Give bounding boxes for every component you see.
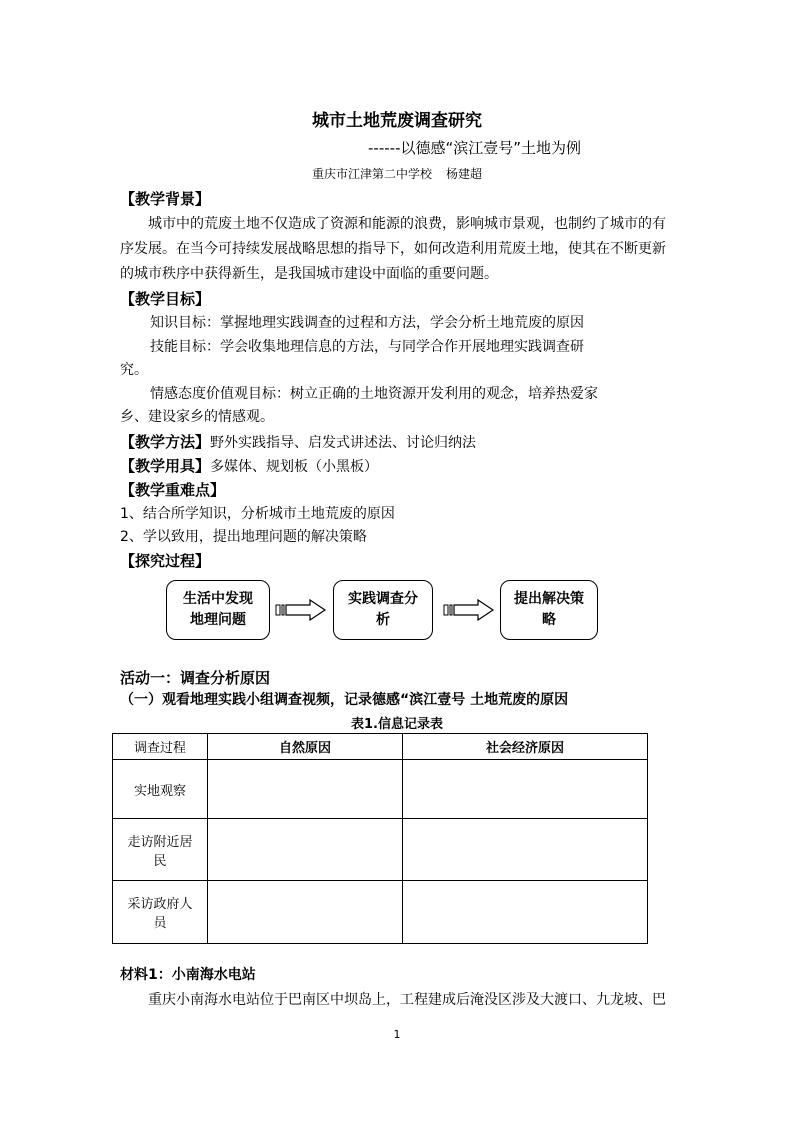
process-step-2 bbox=[333, 580, 433, 640]
table-cell-method bbox=[113, 760, 208, 819]
activity-subheading: （一）观看地理实践小组调查视频，记录德感“滨江壹号 土地荒废的原因 bbox=[120, 692, 569, 708]
table-cell-socioeconomic[interactable] bbox=[403, 819, 648, 881]
goal-emotion-cont: 乡、建设家乡的情感观。 bbox=[120, 409, 274, 425]
background-heading: 【教学背景】 bbox=[120, 190, 211, 208]
info-record-table bbox=[112, 733, 648, 944]
goal-skill-cont: 究。 bbox=[120, 362, 148, 378]
background-line-1: 城市中的荒废土地不仅造成了资源和能源的浪费，影响城市景观，也制约了城市的有 bbox=[148, 216, 666, 232]
table-cell-method bbox=[113, 881, 208, 944]
goal-skill: 技能目标：学会收集地理信息的方法，与同学合作开展地理实践调查研 bbox=[150, 339, 584, 355]
methods-heading: 【教学方法】 bbox=[120, 433, 211, 451]
table-cell-natural[interactable] bbox=[208, 881, 403, 944]
process-step-3-line1: 提出解决策 bbox=[514, 591, 584, 607]
table-cell-method bbox=[113, 819, 208, 881]
tools-heading: 【教学用具】 bbox=[120, 457, 211, 475]
table-header-process: 调查过程 bbox=[113, 734, 208, 760]
table-cell-method-line2: 员 bbox=[153, 916, 167, 931]
author-school: 重庆市江津第二中学校 bbox=[311, 167, 432, 181]
table-caption: 表1.信息记录表 bbox=[351, 717, 443, 732]
process-step-1-line1: 生活中发现 bbox=[183, 591, 253, 607]
table-cell-method-line1: 实地观察 bbox=[133, 783, 186, 799]
goals-heading: 【教学目标】 bbox=[120, 290, 211, 308]
table-cell-method-line1: 采访政府人 bbox=[127, 897, 193, 912]
methods-text: 野外实践指导、启发式讲述法、讨论归纳法 bbox=[210, 435, 477, 451]
process-step-2-line2: 析 bbox=[376, 612, 390, 628]
table-cell-method-line1: 走访附近居 bbox=[127, 834, 193, 850]
background-line-3: 的城市秩序中获得新生，是我国城市建设中面临的重要问题。 bbox=[120, 266, 498, 282]
table-cell-method-line2: 民 bbox=[153, 853, 167, 869]
activity-heading: 活动一：调查分析原因 bbox=[120, 669, 271, 687]
process-step-2-line1: 实践调查分 bbox=[348, 591, 418, 607]
keypoint-1: 1、结合所学知识，分析城市土地荒废的原因 bbox=[120, 506, 395, 522]
keypoint-2: 2、学以致用，提出地理问题的解决策略 bbox=[120, 529, 367, 545]
table-header-socioeconomic: 社会经济原因 bbox=[403, 734, 648, 760]
methods-line bbox=[120, 431, 476, 455]
table-header-row bbox=[113, 734, 648, 760]
table-cell-natural[interactable] bbox=[208, 819, 403, 881]
author-line bbox=[0, 165, 794, 182]
keypoints-heading: 【教学重难点】 bbox=[120, 481, 226, 499]
process-step-1-line2: 地理问题 bbox=[190, 612, 246, 628]
goal-knowledge: 知识目标：掌握地理实践调查的过程和方法，学会分析土地荒废的原因 bbox=[150, 315, 584, 331]
arrow-right-icon bbox=[275, 598, 327, 622]
process-step-1 bbox=[166, 580, 270, 640]
process-heading: 【探究过程】 bbox=[120, 552, 211, 570]
tools-line bbox=[120, 455, 378, 479]
table-row bbox=[113, 881, 648, 944]
table-header-natural: 自然原因 bbox=[208, 734, 403, 760]
tools-text: 多媒体、规划板（小黑板） bbox=[210, 459, 379, 475]
table-row bbox=[113, 760, 648, 819]
process-step-3 bbox=[500, 580, 598, 640]
document-title: 城市土地荒废调查研究 bbox=[312, 111, 482, 131]
page-number: 1 bbox=[393, 1028, 401, 1041]
process-step-3-line2: 略 bbox=[542, 612, 556, 628]
material-heading: 材料1：小南海水电站 bbox=[120, 967, 256, 983]
table-cell-socioeconomic[interactable] bbox=[403, 760, 648, 819]
table-cell-natural[interactable] bbox=[208, 760, 403, 819]
table-cell-socioeconomic[interactable] bbox=[403, 881, 648, 944]
material-text: 重庆小南海水电站位于巴南区中坝岛上，工程建成后淹没区涉及大渡口、九龙坡、巴 bbox=[148, 992, 666, 1008]
document-subtitle: ------以德感“滨江壹号”土地为例 bbox=[368, 139, 582, 157]
arrow-right-icon bbox=[443, 598, 495, 622]
goal-emotion: 情感态度价值观目标：树立正确的土地资源开发利用的观念，培养热爱家 bbox=[150, 386, 598, 402]
table-row bbox=[113, 819, 648, 881]
background-line-2: 序发展。在当今可持续发展战略思想的指导下，如何改造利用荒废土地，使其在不断更新 bbox=[120, 241, 666, 257]
author-name: 杨建超 bbox=[446, 167, 483, 181]
